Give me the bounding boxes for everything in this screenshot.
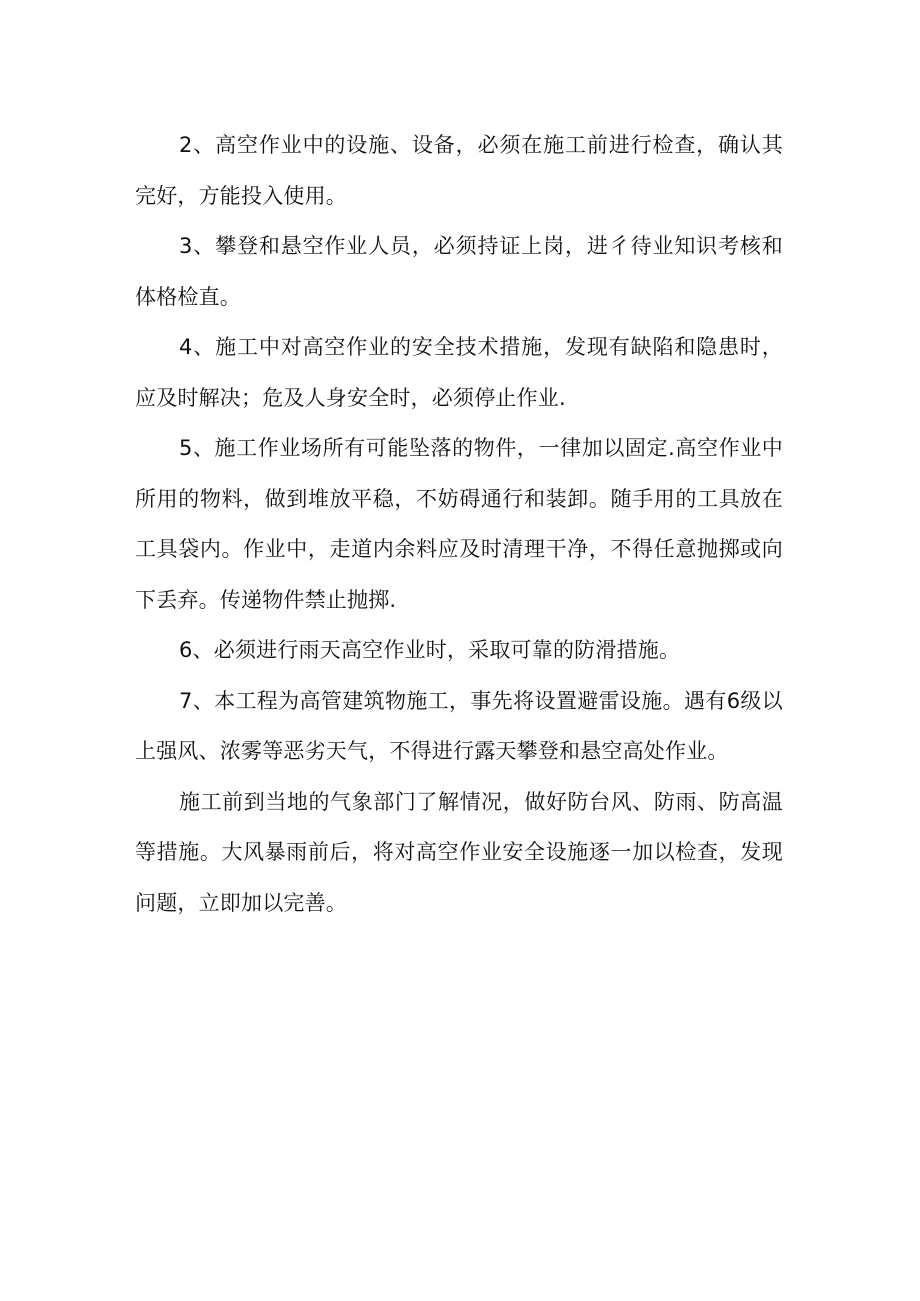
paragraph-item-7: 7、本工程为高管建筑物施工，事先将设置避雷设施。遇有6级以上强风、浓雾等恶劣天气，不得进行露天攀登和悬空高处作业。 — [135, 688, 783, 763]
paragraph-item-6: 6、必须进行雨天高空作业时，采取可靠的防滑措施。 — [179, 638, 681, 662]
paragraph-item-5: 5、施工作业场所有可能坠落的物件，一律加以固定.高空作业中所用的物料，做到堆放平稳，不妨碍通行和装卸。随手用的工具放在工具袋内。作业中，走道内余料应及时清理干净，不得任意抛掷或向下丢弃。传递物件禁止抛掷. — [135, 436, 783, 612]
paragraph-item-4: 4、施工中对高空作业的安全技术措施，发现有缺陷和隐患时，应及时解决；危及人身安全时，必须停止作业. — [135, 335, 783, 410]
paragraph-item-3: 3、攀登和悬空作业人员，必须持证上岗，进彳待业知识考核和体格检直。 — [135, 234, 783, 309]
document-body — [135, 120, 783, 928]
paragraph-weather-precautions: 施工前到当地的气象部门了解情况，做好防台风、防雨、防高温等措施。大风暴雨前后，将对高空作业安全设施逐一加以检查，发现问题，立即加以完善。 — [135, 789, 783, 915]
paragraph-item-2: 2、高空作业中的设施、设备，必须在施工前进行检查，确认其完好，方能投入使用。 — [135, 133, 783, 208]
